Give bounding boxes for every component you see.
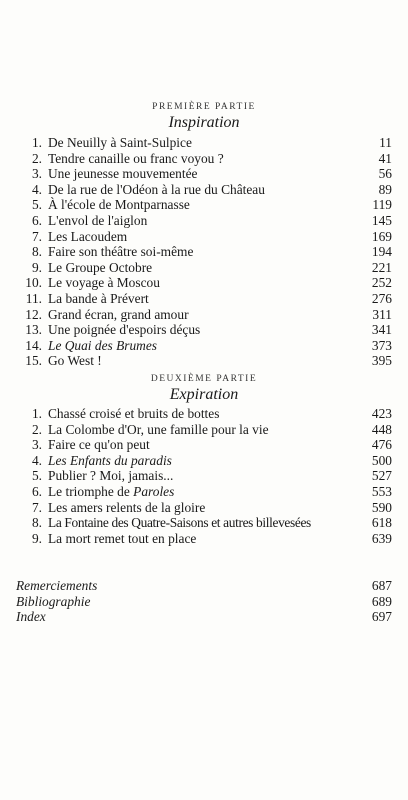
entry-page: 119	[372, 197, 392, 213]
entry-title: L'envol de l'aiglon	[48, 212, 148, 228]
entry-title: Bibliographie	[16, 593, 91, 609]
toc-entry[interactable]: 7. Les Lacoudem 169	[31, 228, 392, 244]
entry-page: 56	[378, 166, 392, 182]
entry-title: Remerciements	[16, 578, 98, 593]
entry-title: De la rue de l'Odéon à la rue du Château	[48, 181, 265, 197]
toc-entry[interactable]: 2. Tendre canaille ou franc voyou ? 41	[31, 150, 392, 166]
entry-page: 500	[371, 452, 392, 468]
toc-entry[interactable]: 1. Chassé croisé et bruits de bottes 423	[31, 406, 392, 421]
entry-title: La mort remet tout en place	[48, 530, 197, 546]
entry-page: 276	[371, 290, 392, 306]
part-two-label: DEUXIÈME PARTIE	[150, 374, 258, 384]
toc-entry[interactable]: 13. Une poignée d'espoirs déçus 341	[25, 322, 392, 338]
part-one-label: PREMIÈRE PARTIE	[152, 102, 256, 112]
entry-title: Une jeunesse mouvementée	[48, 166, 198, 182]
entry-page: 448	[371, 421, 392, 437]
toc-entry[interactable]: 11. La bande à Prévert 276	[25, 290, 392, 306]
entry-page: 373	[371, 337, 392, 353]
entry-page: 194	[371, 244, 392, 260]
toc-entry[interactable]: 15. Go West ! 395	[25, 353, 392, 369]
entry-title: Les Enfants du paradis	[48, 452, 172, 468]
entry-title: Tendre canaille ou franc voyou ?	[48, 150, 224, 166]
entry-title: De Neuilly à Saint-Sulpice	[48, 135, 192, 150]
entry-title: Les amers relents de la gloire	[48, 499, 206, 515]
back-matter-list	[16, 578, 392, 625]
back-matter-entry[interactable]	[16, 594, 392, 610]
entry-page: 687	[371, 578, 392, 593]
entry-title: Faire ce qu'on peut	[48, 437, 150, 453]
toc-entry[interactable]: 9. Le Groupe Octobre 221	[31, 259, 392, 275]
entry-title: À l'école de Montparnasse	[48, 197, 190, 213]
entry-page: 553	[371, 483, 392, 499]
toc-entry[interactable]: 5. À l'école de Montparnasse 119	[31, 197, 392, 213]
entry-title: Publier ? Moi, jamais...	[48, 468, 174, 484]
part-one-title: Inspiration	[168, 114, 240, 131]
entry-title: Le triomphe de Paroles	[48, 483, 175, 499]
entry-page: 697	[371, 609, 392, 625]
entry-page: 341	[371, 322, 392, 338]
part-two-list	[21, 406, 392, 546]
toc-entry[interactable]: 14. Le Quai des Brumes 373	[25, 337, 392, 353]
entry-title: Le Groupe Octobre	[48, 259, 153, 275]
entry-page: 527	[371, 468, 392, 484]
entry-title: La Colombe d'Or, une famille pour la vie	[48, 421, 269, 437]
toc-entry[interactable]: 4. Les Enfants du paradis 500	[31, 452, 392, 468]
entry-title: Index	[16, 609, 46, 625]
back-matter-entry[interactable]	[16, 578, 392, 594]
toc-entry[interactable]: 1. De Neuilly à Saint-Sulpice 11	[31, 135, 392, 150]
entry-title: Grand écran, grand amour	[48, 306, 189, 322]
back-matter-entry[interactable]	[16, 609, 392, 625]
entry-title: Les Lacoudem	[48, 228, 128, 244]
entry-page: 221	[371, 259, 392, 275]
part-two-title: Expiration	[169, 386, 239, 403]
entry-page: 145	[371, 212, 392, 228]
toc-entry[interactable]: 12. Grand écran, grand amour 311	[25, 306, 392, 322]
entry-page: 252	[371, 275, 392, 291]
entry-page: 311	[372, 306, 392, 322]
entry-page: 423	[371, 406, 392, 421]
entry-title: Faire son théâtre soi-même	[48, 244, 194, 260]
toc-entry[interactable]: 2. La Colombe d'Or, une famille pour la vie 448	[31, 421, 392, 437]
entry-page: 618	[371, 515, 392, 531]
toc-entry[interactable]: 8. Faire son théâtre soi-même 194	[31, 244, 392, 260]
entry-title: Le Quai des Brumes	[48, 337, 157, 353]
part-one-list	[21, 135, 392, 369]
entry-page: 169	[371, 228, 392, 244]
toc-entry[interactable]: 5. Publier ? Moi, jamais... 527	[31, 468, 392, 484]
toc-entry[interactable]: 9. La mort remet tout en place 639	[31, 530, 392, 546]
entry-title: Le voyage à Moscou	[48, 275, 160, 291]
entry-page: 11	[379, 135, 392, 150]
entry-title: La bande à Prévert	[48, 290, 149, 306]
entry-page: 590	[371, 499, 392, 515]
toc-entry[interactable]: 10. Le voyage à Moscou 252	[25, 275, 392, 291]
entry-page: 89	[378, 181, 392, 197]
entry-page: 689	[371, 593, 392, 609]
entry-page: 41	[378, 150, 392, 166]
toc-entry[interactable]: 3. Une jeunesse mouvementée 56	[31, 166, 392, 182]
part-one-header	[0, 101, 408, 132]
entry-title: Chassé croisé et bruits de bottes	[48, 406, 220, 421]
entry-title: Une poignée d'espoirs déçus	[48, 322, 201, 338]
entry-page: 395	[371, 353, 392, 369]
toc-entry[interactable]: 4. De la rue de l'Odéon à la rue du Château 89	[31, 181, 392, 197]
entry-title: Go West !	[48, 353, 102, 369]
toc-entry[interactable]: 6. Le triomphe de Paroles 553	[31, 483, 392, 499]
toc-entry[interactable]: 8. La Fontaine des Quatre-Saisons et autres billevesées 618	[31, 515, 392, 531]
entry-page: 476	[371, 437, 392, 453]
part-two-header	[0, 373, 408, 404]
toc-entry[interactable]: 6. L'envol de l'aiglon 145	[31, 212, 392, 228]
toc-entry[interactable]: 3. Faire ce qu'on peut 476	[31, 437, 392, 453]
toc-entry[interactable]: 7. Les amers relents de la gloire 590	[31, 499, 392, 515]
entry-title: La Fontaine des Quatre-Saisons et autres billevesées	[48, 515, 311, 531]
entry-page: 639	[371, 530, 392, 546]
